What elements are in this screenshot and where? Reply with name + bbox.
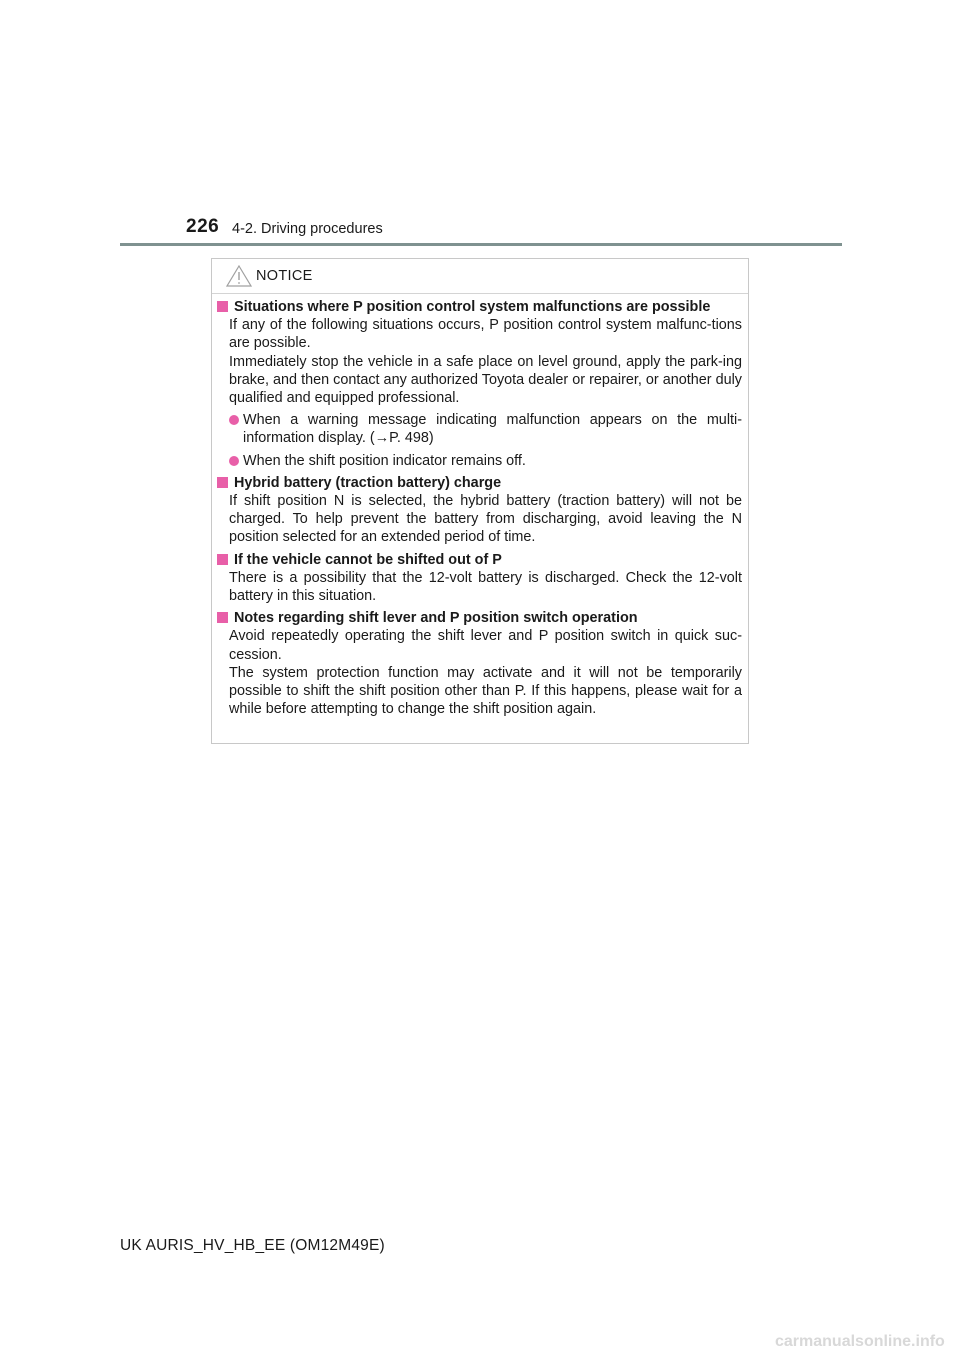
square-bullet-icon (217, 301, 228, 312)
notice-divider (212, 293, 748, 294)
section-heading-text: Situations where P position control system malfunctions are possible (234, 299, 711, 315)
watermark-text: carmanualsonline.info (775, 1333, 945, 1350)
section-paragraph: There is a possibility that the 12-volt battery is discharged. Check the 12-volt battery in this situation. (229, 569, 742, 605)
section-heading-text: If the vehicle cannot be shifted out of P (234, 551, 502, 568)
dot-bullet-icon (229, 456, 239, 466)
square-bullet-icon (217, 612, 228, 623)
notice-section (216, 609, 742, 718)
page-number: 226 (186, 216, 220, 237)
bullet-item (229, 411, 742, 447)
bullet-item (229, 452, 742, 470)
section-title: 4-2. Driving procedures (232, 221, 383, 237)
notice-label: NOTICE (256, 268, 313, 284)
notice-section (216, 298, 742, 470)
notice-content (216, 298, 742, 722)
section-heading (216, 609, 742, 627)
section-heading (216, 474, 742, 492)
square-bullet-icon (217, 554, 228, 565)
header-rule (120, 243, 842, 246)
square-bullet-icon (217, 477, 228, 488)
section-heading (216, 551, 742, 569)
notice-box (211, 258, 749, 744)
section-heading (216, 298, 742, 316)
notice-section (216, 474, 742, 547)
bullet-text: When the shift position indicator remains off. (243, 452, 526, 469)
notice-header (226, 264, 313, 288)
bullet-text: When a warning message indicating malfunction appears on the multi-information display. (→P. 498) (243, 412, 742, 447)
dot-bullet-icon (229, 415, 239, 425)
section-paragraph: If any of the following situations occurs, P position control system malfunc-tions are possible. Immediately stop the vehicle in a safe place on level ground, apply the park-ing brake, and then contact any authorized Toyota dealer or repairer, or another duly qualified and equipped professional. (229, 317, 742, 407)
notice-section (216, 551, 742, 606)
section-paragraph: Avoid repeatedly operating the shift lever and P position switch in quick suc-cession. The system protection function may activate and it will not be temporarily possible to shift the shift position other than P. If this happens, please wait for a while before attempting to change the shift position again. (229, 628, 742, 718)
section-heading-text: Hybrid battery (traction battery) charge (234, 474, 502, 491)
footer-model-code: UK AURIS_HV_HB_EE (OM12M49E) (120, 1237, 385, 1254)
warning-triangle-icon (226, 265, 252, 287)
section-paragraph: If shift position N is selected, the hybrid battery (traction battery) will not be charged. To help prevent the battery from discharging, avoid leaving the N position selected for an extended period of time. (229, 493, 742, 546)
section-heading-text: Notes regarding shift lever and P position switch operation (234, 610, 638, 627)
